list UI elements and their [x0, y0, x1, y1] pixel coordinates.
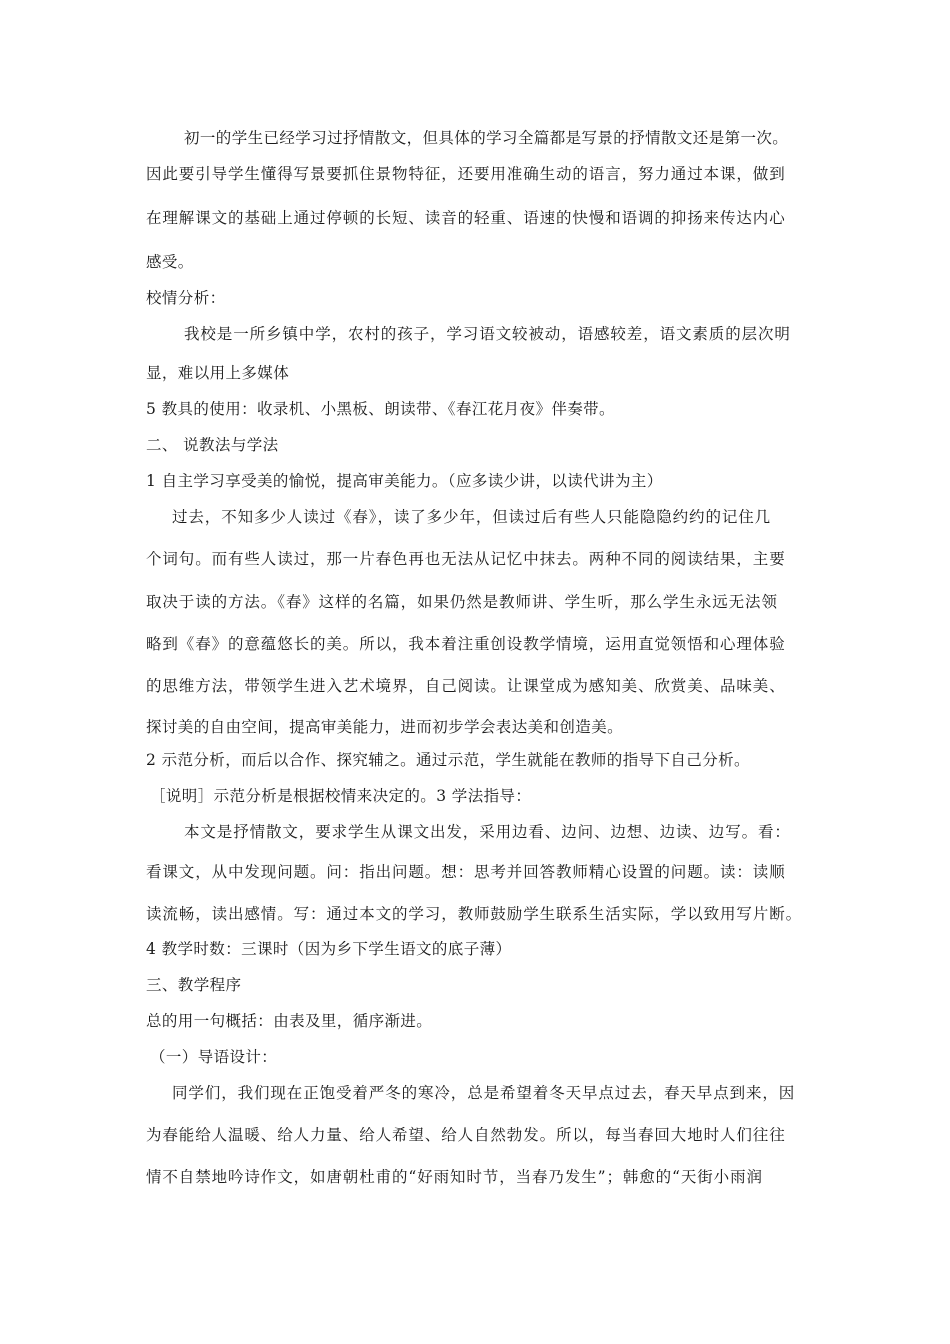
text-line: 总的用一句概括：由表及里，循序渐进。: [146, 1012, 433, 1030]
text-line: 感受。: [146, 253, 194, 271]
text-line: 略到《春》的意蕴悠长的美。所以，我本着注重创设教学情境，运用直觉领悟和心理体验: [146, 635, 786, 653]
text-line: 因此要引导学生懂得写景要抓住景物特征，还要用准确生动的语言，努力通过本课，做到: [146, 165, 786, 183]
subsection-heading: （一）导语设计：: [150, 1048, 278, 1066]
text-line: 的思维方法，带领学生进入艺术境界，自己阅读。让课堂成为感知美、欣赏美、品味美、: [146, 677, 786, 695]
text-line: 取决于读的方法。《春》这样的名篇，如果仍然是教师讲、学生听，那么学生永远无法领: [146, 593, 778, 611]
text-line: 看课文，从中发现问题。问：指出问题。想：思考并回答教师精心设置的问题。读：读顺: [146, 863, 786, 881]
text-line: 在理解课文的基础上通过停顿的长短、读音的轻重、语速的快慢和语调的抑扬来传达内心: [146, 209, 786, 227]
section-heading: 三、教学程序: [146, 976, 242, 994]
text-line: 5 教具的使用：收录机、小黑板、朗读带、《春江花月夜》伴奏带。: [146, 400, 615, 418]
text-line: 2 示范分析，而后以合作、探究辅之。通过示范，学生就能在教师的指导下自己分析。: [146, 751, 750, 769]
text-line: ［说明］示范分析是根据校情来决定的。3 学法指导：: [150, 787, 532, 805]
text-line: 我校是一所乡镇中学，农村的孩子，学习语文较被动，语感较差，语文素质的层次明: [184, 325, 791, 343]
text-line: 4 教学时数：三课时（因为乡下学生语文的底子薄）: [146, 940, 512, 958]
text-line: 个词句。而有些人读过，那一片春色再也无法从记忆中抹去。两种不同的阅读结果，主要: [146, 550, 786, 568]
section-heading: 校情分析：: [146, 289, 226, 307]
text-line: 1 自主学习享受美的愉悦，提高审美能力。（应多读少讲，以读代讲为主）: [146, 472, 663, 490]
text-line: 初一的学生已经学习过抒情散文，但具体的学习全篇都是写景的抒情散文还是第一次。: [184, 129, 789, 147]
text-line: 本文是抒情散文，要求学生从课文出发，采用边看、边问、边想、边读、边写。看：: [184, 823, 791, 841]
text-line: 情不自禁地吟诗作文，如唐朝杜甫的“好雨知时节，当春乃发生”；韩愈的“天街小雨润: [146, 1168, 763, 1186]
text-line: 显，难以用上多媒体: [146, 364, 290, 382]
text-line: 读流畅，读出感情。写：通过本文的学习，教师鼓励学生联系生活实际，学以致用写片断。: [146, 905, 803, 923]
section-heading: 二、 说教法与学法: [146, 436, 279, 454]
text-line: 为春能给人温暖、给人力量、给人希望、给人自然勃发。所以，每当春回大地时人们往往: [146, 1126, 786, 1144]
text-line: 过去，不知多少人读过《春》，读了多少年，但读过后有些人只能隐隐约约的记住几: [172, 508, 772, 526]
text-line: 探讨美的自由空间，提高审美能力，进而初步学会表达美和创造美。: [146, 718, 624, 736]
text-line: 同学们，我们现在正饱受着严冬的寒冷，总是希望着冬天早点过去，春天早点到来，因: [172, 1084, 796, 1102]
